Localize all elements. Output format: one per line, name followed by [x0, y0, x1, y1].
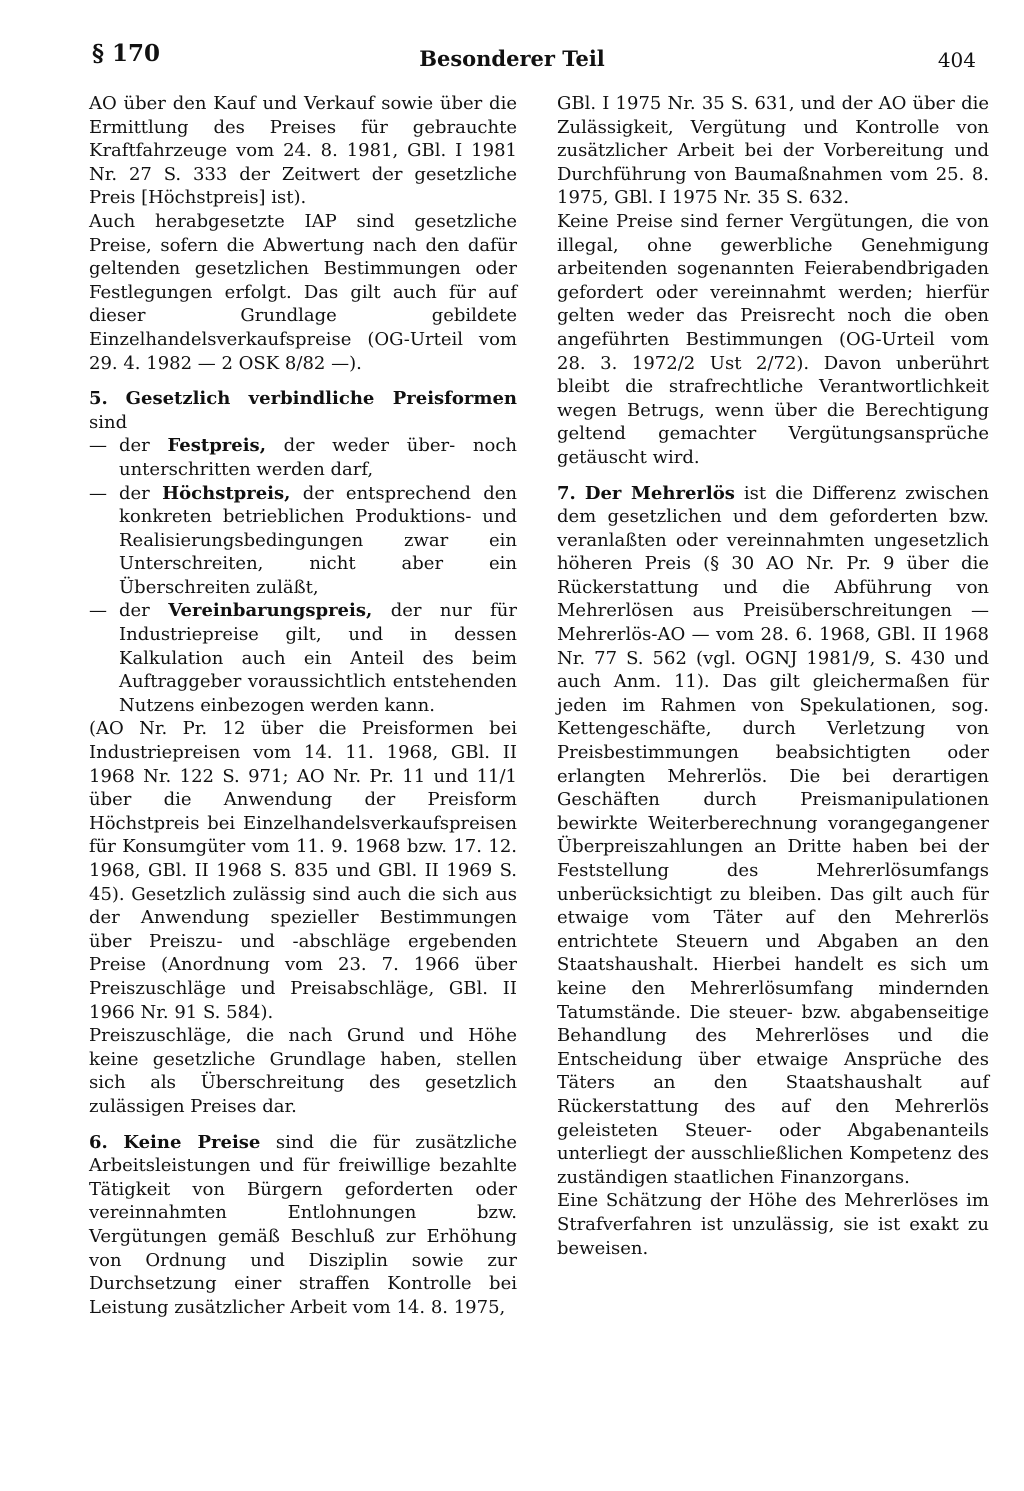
left-column [89, 92, 517, 1319]
term-vereinbarungspreis: Vereinbarungspreis, [168, 600, 373, 622]
section-6-number: 6. [89, 1131, 108, 1153]
paragraph-ao-preisformen: (AO Nr. Pr. 12 über die Preisformen bei Industriepreisen vom 14. 11. 1968, GBl. II 1968 Nr. 122 S. 971; AO Nr. Pr. 11 und 11/1 über die Anwendung der Preisform Höchstpreis bei Einzelhandelsverkaufspreisen für Konsumgüter vom 11. 9. 1968 bzw. 17. 12. 1968, GBl. II 1968 S. 835 und GBl. II 1969 S. 45). Gesetzlich zulässig sind auch die sich aus der Anwendung spezieller Bestimmungen über Preiszu- und -abschläge ergebenden Preise (Anordnung vom 23. 7. 1966 über Preiszuschläge und Preisabschläge, GBl. II 1966 Nr. 91 S. 584). [89, 718, 517, 1023]
paragraph-kraftfahrzeuge: AO über den Kauf und Verkauf sowie über die Ermittlung des Preises für gebrauchte Kraftfahrzeuge vom 24. 8. 1981, GBl. I 1981 Nr. 27 S. 333 der Zeitwert der gesetzliche Preis [Höchstpreis] ist). [89, 93, 517, 209]
page-header [0, 40, 1024, 80]
section-7-number: 7. [557, 482, 576, 504]
paragraph-gbl-continuation: GBl. I 1975 Nr. 35 S. 631, und der AO über die Zulässigkeit, Vergütung und Kontrolle von zusätzlicher Arbeit bei der Vorbereitung und Durchführung von Baumaßnahmen vom 25. 8. 1975, GBl. I 1975 Nr. 35 S. 632. [557, 93, 989, 209]
list-item: — der Höchstpreis, der entsprechend den konkreten betrieblichen Produktions- und Realisierungsbedingungen zwar ein Unterschreiten, nicht aber ein Überschreiten zuläßt, [89, 482, 517, 600]
section-7-title: Der Mehrerlös [584, 482, 735, 504]
paragraph-preiszuschlaege: Preiszuschläge, die nach Grund und Höhe keine gesetzliche Grundlage haben, stellen sich als Überschreitung des gesetzlich zulässigen Preises dar. [89, 1025, 517, 1117]
section-6-text: sind die für zusätzliche Arbeitsleistungen und für freiwillige bezahlte Tätigkeit von Bürgern geforderten oder vereinnahmten Entlohnungen bzw. Vergütungen gemäß Beschluß zur Erhöhung von Ordnung und Disziplin sowie zur Durchsetzung einer straffen Kontrolle bei Leistung zusätzlicher Arbeit vom 14. 8. 1975, [89, 1131, 517, 1318]
paragraph-schaetzung: Eine Schätzung der Höhe des Mehrerlöses im Strafverfahren ist unzulässig, sie ist exakt zu beweisen. [557, 1190, 989, 1259]
section-5-title: Gesetzlich verbindliche Preisformen [125, 388, 517, 410]
section-5-number: 5. [89, 388, 108, 410]
section-5-heading [89, 387, 517, 411]
section-7 [557, 482, 989, 1190]
term-festpreis: Festpreis, [167, 435, 266, 457]
right-column [557, 92, 989, 1260]
term-hoechstpreis: Höchstpreis, [162, 482, 291, 504]
paragraph-iap: Auch herabgesetzte IAP sind gesetzliche Preise, sofern die Abwertung nach den dafür geltenden gesetzlichen Bestimmungen oder Festlegungen erfolgt. Das gilt auch für auf dieser Grundlage gebildete Einzelhandelsverkaufspreise (OG-Urteil vom 29. 4. 1982 — 2 OSK 8/82 —). [89, 210, 517, 374]
section-number: § 170 [92, 40, 161, 67]
section-7-text: ist die Differenz zwischen dem gesetzlichen und dem geforderten bzw. veranlaßten oder vereinnahmten ungesetzlich höheren Preis (§ 30 AO Nr. Pr. 9 über die Rückerstattung und die Abführung von Mehrerlösen aus Preisüberschreitungen — Mehrerlös-AO — vom 28. 6. 1968, GBl. II 1968 Nr. 77 S. 562 (vgl. OGNJ 1981/9, S. 430 und auch Anm. 11). Das gilt gleichermaßen für jeden im Rahmen von Spekulationen, sog. Kettengeschäfte, durch Verletzung von Preisbestimmungen beabsichtigten oder erlangten Mehrerlös. Die bei derartigen Geschäften durch Preismanipulationen bewirkte Weiterberechnung vorangegangener Überpreiszahlungen an Dritte haben bei der Feststellung des Mehrerlösumfangs unberücksichtigt zu bleiben. Das gilt auch für etwaige vom Täter auf den Mehrerlös entrichtete Steuern und Abgaben an den Staatshaushalt. Hierbei handelt es sich um keine den Mehrerlösumfang mindernden Tatumstände. Die steuer- bzw. abgabenseitige Behandlung des Mehrerlöses und die Entscheidung über etwaige Ansprüche des Täters an den Staatshaushalt auf Rückerstattung des auf den Mehrerlös geleisteten Steuer- oder Abgabenanteils unterliegt der ausschließlichen Kompetenz des zuständigen staatlichen Finanzorgans. [557, 482, 989, 1188]
page-number: 404 [937, 48, 976, 72]
paragraph-feierabendbrigaden: Keine Preise sind ferner Vergütungen, die von illegal, ohne gewerbliche Genehmigung arbeitenden sogenannten Feierabendbrigaden gefordert oder vereinnahmt werden; hierfür gelten weder das Preisrecht noch die oben angeführten Bestimmungen (OG-Urteil vom 28. 3. 1972/2 Ust 2/72). Davon unberührt bleibt die strafrechtliche Verantwortlichkeit wegen Betrugs, wenn über die Berechtigung geltend gemachter Vergütungsansprüche getäuscht wird. [557, 210, 989, 468]
section-6-title: Keine Preise [123, 1131, 261, 1153]
list-item: — der Festpreis, der weder über- noch unterschritten werden darf, [89, 434, 517, 481]
section-5-intro: sind [89, 411, 128, 433]
preisformen-list [89, 434, 517, 717]
running-title: Besonderer Teil [419, 46, 605, 71]
section-6 [89, 1131, 517, 1320]
list-item: — der Vereinbarungspreis, der nur für Industriepreise gilt, und in dessen Kalkulation auch ein Anteil des beim Auftraggeber voraussichtlich entstehenden Nutzens einbezogen werden kann. [89, 599, 517, 717]
